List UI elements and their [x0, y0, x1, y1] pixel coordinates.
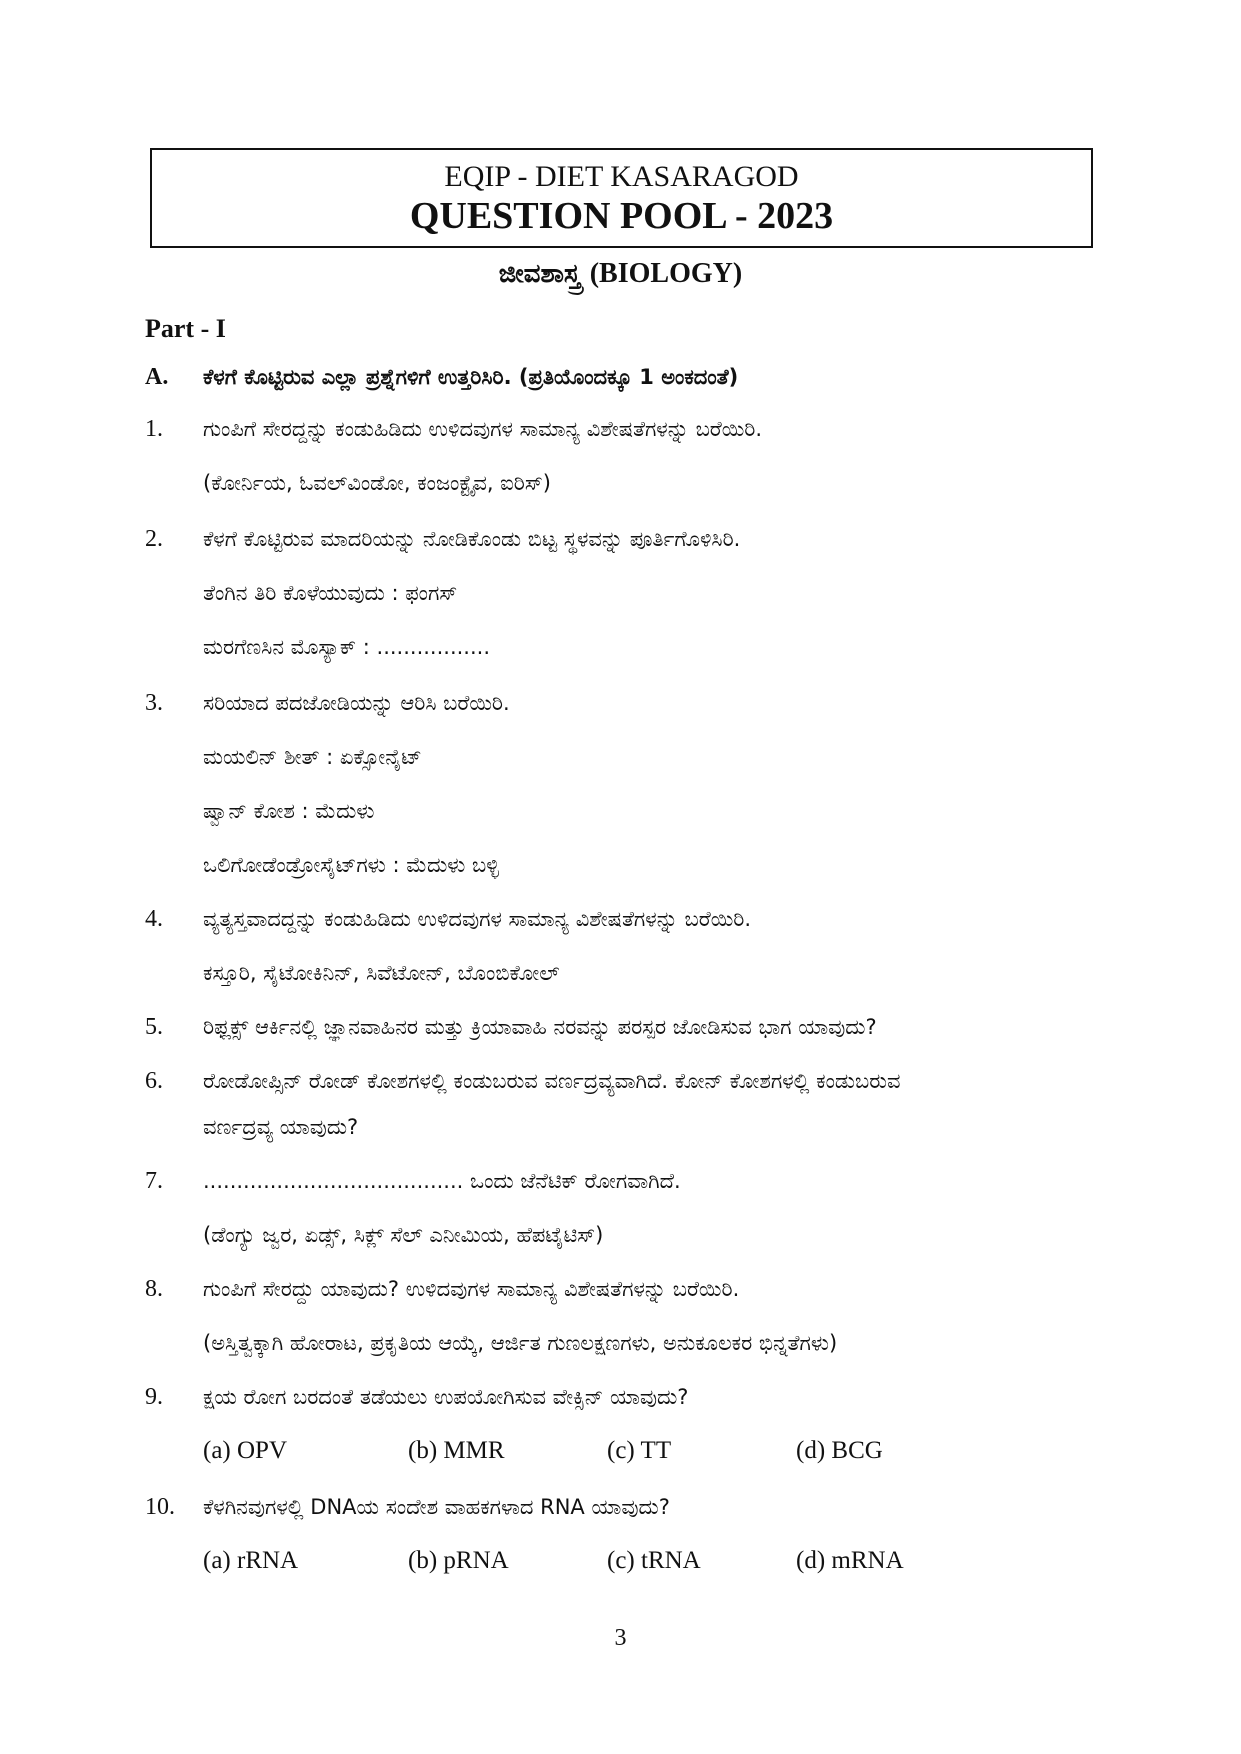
- header-title: QUESTION POOL - 2023: [409, 195, 834, 237]
- question-number: 3.: [145, 690, 163, 716]
- option-a: (a) OPV: [203, 1437, 288, 1464]
- question-text: ....................................... ಒಂದು ಜೆನೆಟಿಕ್ ರೋಗವಾಗಿದೆ.: [203, 1169, 681, 1193]
- question-number: 10.: [145, 1494, 175, 1520]
- question-text: ತೆಂಗಿನ ತಿರಿ ಕೊಳೆಯುವುದು : ಫಂಗಸ್: [203, 581, 458, 605]
- section-label: A.: [145, 364, 169, 390]
- option-b: (b) pRNA: [408, 1547, 509, 1574]
- question-number: 7.: [145, 1168, 163, 1194]
- page-number: 3: [614, 1625, 627, 1651]
- question-number: 9.: [145, 1384, 163, 1410]
- question-text: (ಅಸ್ತಿತ್ವಕ್ಕಾಗಿ ಹೋರಾಟ, ಪ್ರಕೃತಿಯ ಆಯ್ಕೆ, ಆರ್ಜಿತ ಗುಣಲಕ್ಷಣಗಳು, ಅನುಕೂಲಕರ ಭಿನ್ನತೆಗಳು): [203, 1331, 838, 1355]
- subject-kannada: ಜೀವಶಾಸ್ತ್ರ: [498, 259, 581, 289]
- option-b: (b) MMR: [408, 1437, 505, 1464]
- section-text: ಕೆಳಗೆ ಕೊಟ್ಟಿರುವ ಎಲ್ಲಾ ಪ್ರಶ್ನೆಗಳಿಗೆ ಉತ್ತರಿಸಿರಿ. (ಪ್ರತಿಯೊಂದಕ್ಕೂ 1 ಅಂಕದಂತೆ): [203, 365, 739, 389]
- question-text: ರೋಡೋಪ್ಸಿನ್ ರೋಡ್ ಕೋಶಗಳಲ್ಲಿ ಕಂಡುಬರುವ ವರ್ಣದ್ರವ್ಯವಾಗಿದೆ. ಕೋನ್ ಕೋಶಗಳಲ್ಲಿ ಕಂಡುಬರುವ: [203, 1069, 901, 1093]
- question-number: 4.: [145, 906, 163, 932]
- header-box: [150, 148, 1093, 248]
- question-number: 1.: [145, 416, 163, 442]
- question-text: ರಿಫ್ಲಕ್ಸ್ ಆರ್ಕಿನಲ್ಲಿ ಜ್ಞಾನವಾಹಿನರ ಮತ್ತು ಕ್ರಿಯಾವಾಹಿ ನರವನ್ನು ಪರಸ್ಪರ ಜೋಡಿಸುವ ಭಾಗ ಯಾವುದು?: [203, 1015, 877, 1039]
- question-text: (ಕೋರ್ನಿಯ, ಓವಲ್‌ವಿಂಡೋ, ಕಂಜಂಕ್ಟೈವ, ಐರಿಸ್): [203, 471, 552, 495]
- question-number: 8.: [145, 1276, 163, 1302]
- question-text: ಮಯಲಿನ್ ಶೀತ್ : ಏಕ್ಸೋನೈಟ್: [203, 745, 422, 769]
- option-c: (c) tRNA: [607, 1547, 701, 1574]
- question-text: ಗುಂಪಿಗೆ ಸೇರದ್ದು ಯಾವುದು? ಉಳಿದವುಗಳ ಸಾಮಾನ್ಯ ವಿಶೇಷತೆಗಳನ್ನು ಬರೆಯಿರಿ.: [203, 1277, 740, 1301]
- question-text: ಮರಗೆಣಸಿನ ಮೊಸ್ಯಾಕ್ : .................: [203, 635, 491, 659]
- question-text: ಸರಿಯಾದ ಪದಜೋಡಿಯನ್ನು ಆರಿಸಿ ಬರೆಯಿರಿ.: [203, 691, 510, 715]
- question-text: (ಡೆಂಗ್ಯು ಜ್ವರ, ಏಡ್ಸ್, ಸಿಕ್ಲ್ ಸೆಲ್ ಎನೀಮಿಯ, ಹೆಪಟೈಟಿಸ್): [203, 1223, 604, 1247]
- question-number: 2.: [145, 526, 163, 552]
- option-c: (c) TT: [607, 1437, 672, 1464]
- question-text: ವರ್ಣದ್ರವ್ಯ ಯಾವುದು?: [203, 1115, 359, 1139]
- part-heading: Part - I: [145, 314, 226, 343]
- question-text: ಕಸ್ತೂರಿ, ಸೈಟೋಕಿನಿನ್, ಸಿವೆಟೋನ್, ಬೊಂಬಿಕೋಲ್: [203, 961, 560, 985]
- question-text: ವ್ಯತ್ಯಸ್ತವಾದದ್ದನ್ನು ಕಂಡುಹಿಡಿದು ಉಳಿದವುಗಳ ಸಾಮಾನ್ಯ ವಿಶೇಷತೆಗಳನ್ನು ಬರೆಯಿರಿ.: [203, 907, 752, 931]
- question-number: 6.: [145, 1068, 163, 1094]
- question-text: ಒಲಿಗೋಡೆಂಡ್ರೋಸೈಟ್‌ಗಳು : ಮೆದುಳು ಬಳ್ಳಿ: [203, 853, 499, 877]
- question-text: ಷ್ವಾನ್ ಕೋಶ : ಮೆದುಳು: [203, 799, 375, 823]
- header-org: EQIP - DIET KASARAGOD: [444, 160, 799, 193]
- option-d: (d) BCG: [796, 1437, 883, 1464]
- question-text: ಕ್ಷಯ ರೋಗ ಬರದಂತೆ ತಡೆಯಲು ಉಪಯೋಗಿಸುವ ವೇಕ್ಸಿನ್ ಯಾವುದು?: [203, 1385, 689, 1409]
- question-text: ಕೆಳಗಿನವುಗಳಲ್ಲಿ DNAಯ ಸಂದೇಶ ವಾಹಕಗಳಾದ RNA ಯಾವುದು?: [203, 1495, 670, 1519]
- option-d: (d) mRNA: [796, 1547, 904, 1574]
- question-text: ಕೆಳಗೆ ಕೊಟ್ಟಿರುವ ಮಾದರಿಯನ್ನು ನೋಡಿಕೊಂಡು ಬಿಟ್ಟ ಸ್ಥಳವನ್ನು ಪೂರ್ತಿಗೊಳಿಸಿರಿ.: [203, 527, 741, 551]
- question-number: 5.: [145, 1014, 163, 1040]
- question-text: ಗುಂಪಿಗೆ ಸೇರದ್ದನ್ನು ಕಂಡುಹಿಡಿದು ಉಳಿದವುಗಳ ಸಾಮಾನ್ಯ ವಿಶೇಷತೆಗಳನ್ನು ಬರೆಯಿರಿ.: [203, 417, 763, 441]
- option-a: (a) rRNA: [203, 1547, 299, 1574]
- subject-title: [0, 258, 1241, 290]
- subject-english: (BIOLOGY): [589, 258, 743, 289]
